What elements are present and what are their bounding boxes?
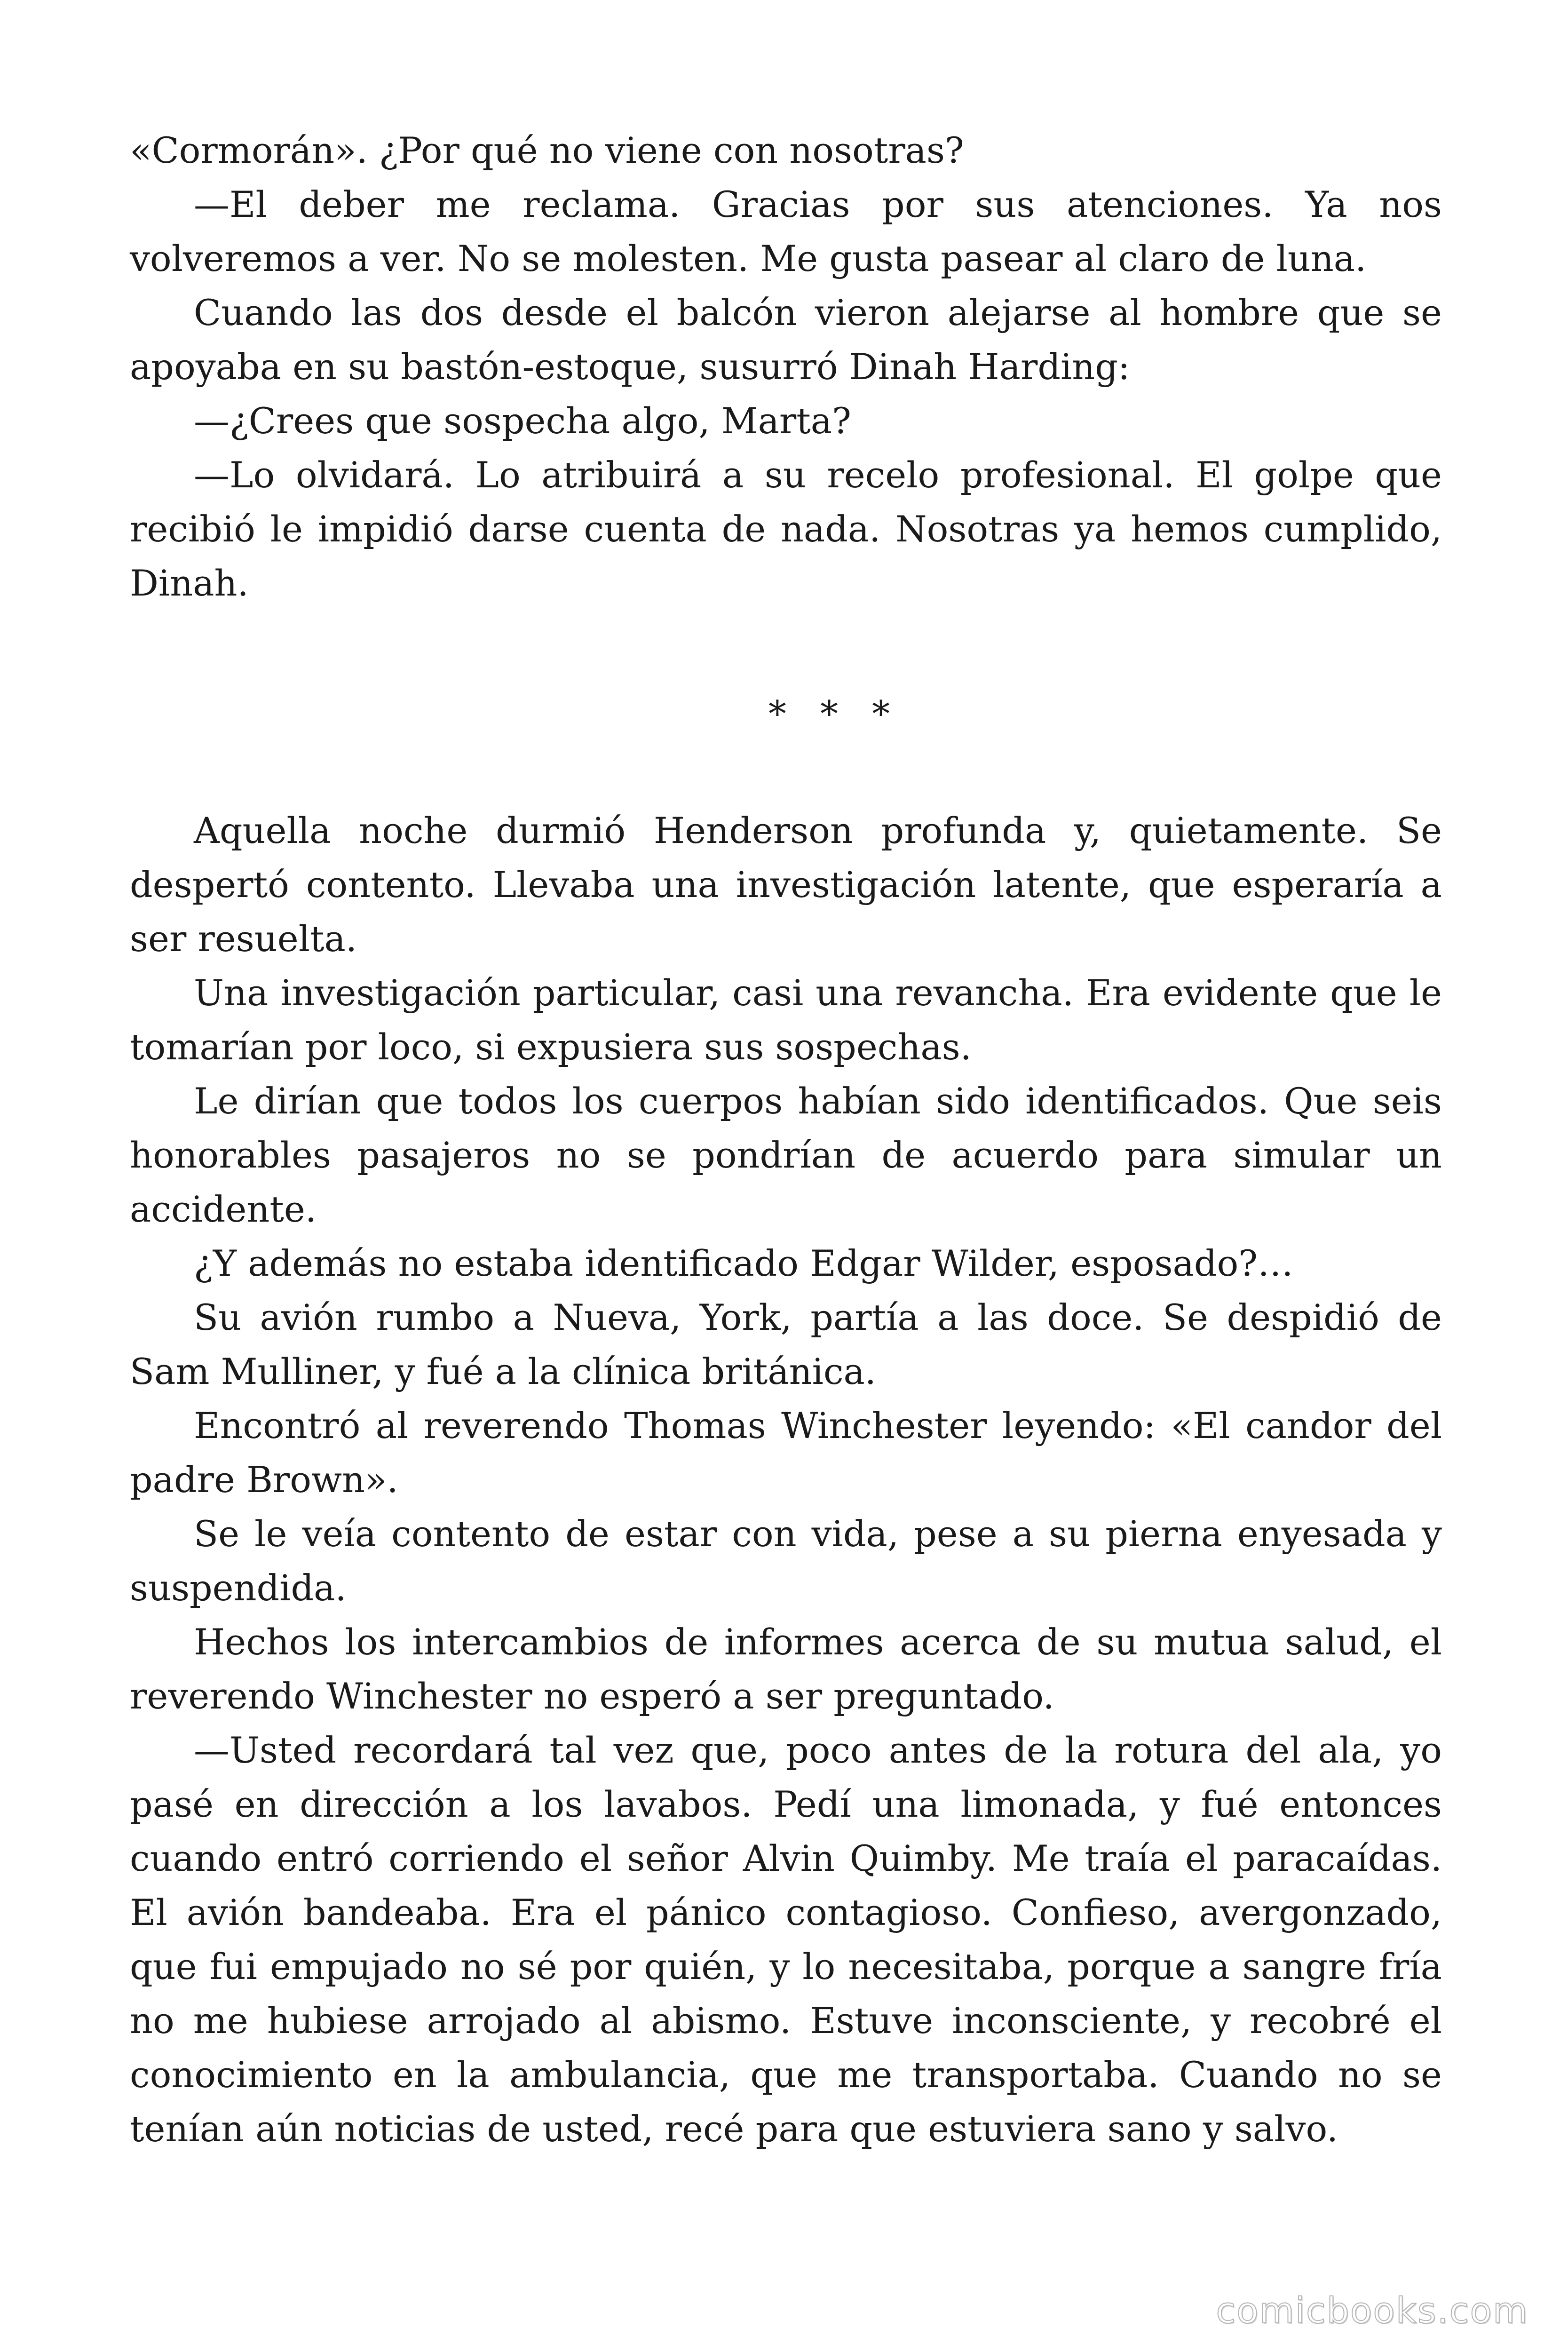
section-separator: * * * — [768, 693, 902, 735]
paragraph: Aquella noche durmió Henderson profunda y, quietamente. Se despertó contento. Llevaba una investigación latente, que esperaría a ser resuelta. — [130, 810, 1442, 960]
paragraph: Hechos los intercambios de informes acerca de su mutua salud, el reverendo Winchester no esperó a ser preguntado. — [130, 1621, 1442, 1717]
paragraph: Encontró al reverendo Thomas Winchester leyendo: «El candor del padre Brown». — [130, 1405, 1442, 1501]
paragraph: —Usted recordará tal vez que, poco antes de la rotura del ala, yo pasé en dirección a los lavabos. Pedí una limonada, y fué entonces cuando entró corriendo el señor Alvin Quimby. Me traía el paracaídas. El avión bandeaba. Era el pánico contagioso. Confieso, avergonzado, que fui empujado no sé por quién, y lo necesitaba, porque a sangre fría no me hubiese arrojado al abismo. Estuve inconsciente, y recobré el conocimiento en la ambulancia, que me transportaba. Cuando no se tenían aún noticias de usted, recé para que estuviera sano y salvo. — [130, 1729, 1442, 2150]
paragraph: «Cormorán». ¿Por qué no viene con nosotras? — [130, 129, 964, 171]
paragraph: Una investigación particular, casi una revancha. Era evidente que le tomarían por loco, si expusiera sus sospechas. — [130, 972, 1442, 1068]
watermark: comicbooks.com — [1216, 2289, 1528, 2331]
text-block-bottom — [130, 803, 1442, 2156]
paragraph: —¿Crees que sospecha algo, Marta? — [194, 400, 851, 442]
paragraph: Su avión rumbo a Nueva, York, partía a las doce. Se despidió de Sam Mulliner, y fué a la clínica británica. — [130, 1296, 1442, 1392]
paragraph: Le dirían que todos los cuerpos habían sido identificados. Que seis honorables pasajeros no se pondrían de acuerdo para simular un accidente. — [130, 1080, 1442, 1230]
paragraph: ¿Y además no estaba identificado Edgar Wilder, esposado?… — [194, 1242, 1293, 1284]
paragraph: —Lo olvidará. Lo atribuirá a su recelo profesional. El golpe que recibió le impidió darse cuenta de nada. Nosotras ya hemos cumplido, Dinah. — [130, 454, 1442, 604]
paragraph: Cuando las dos desde el balcón vieron alejarse al hombre que se apoyaba en su bastón-estoque, susurró Dinah Harding: — [130, 292, 1442, 388]
paragraph: —El deber me reclama. Gracias por sus atenciones. Ya nos volveremos a ver. No se molesten. Me gusta pasear al claro de luna. — [130, 183, 1442, 279]
text-block-top — [130, 123, 1442, 610]
paragraph: Se le veía contento de estar con vida, pese a su pierna enyesada y suspendida. — [130, 1513, 1442, 1609]
